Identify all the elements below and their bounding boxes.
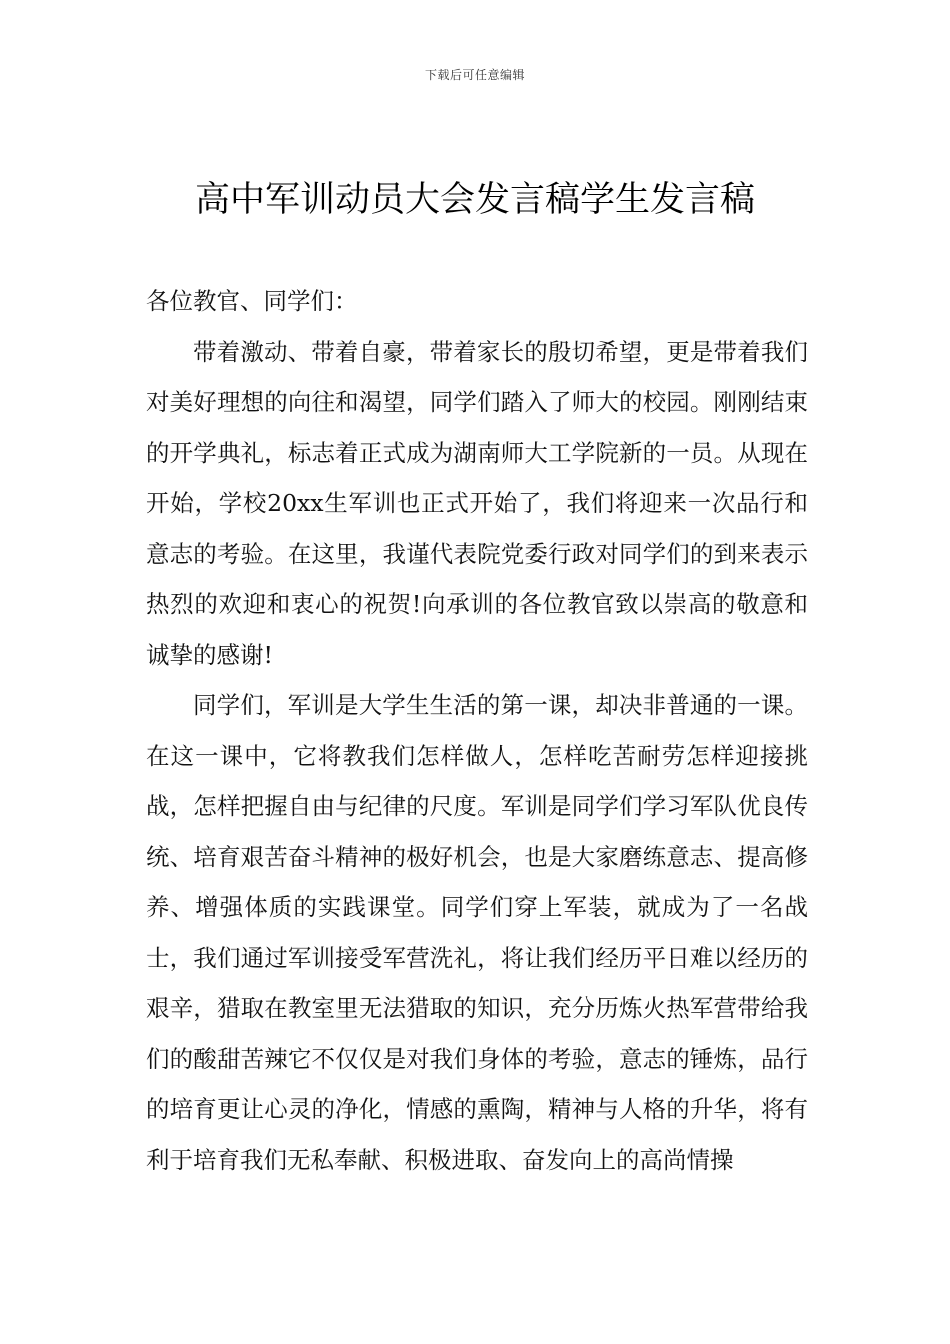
paragraph-1: 带着激动、带着自豪，带着家长的殷切希望，更是带着我们对美好理想的向往和渴望，同学们踏入了师大的校园。刚刚结束的开学典礼，标志着正式成为湖南师大工学院新的一员。从现在开始，学校20xx生军训也正式开始了，我们将迎来一次品行和意志的考验。在这里，我谨代表院党委行政对同学们的到来表示热烈的欢迎和衷心的祝贺!向承训的各位教官致以崇高的敬意和诚挚的感谢! [146,337,808,669]
paragraph-2: 同学们，军训是大学生生活的第一课，却决非普通的一课。在这一课中，它将教我们怎样做人，怎样吃苦耐劳怎样迎接挑战，怎样把握自由与纪律的尺度。军训是同学们学习军队优良传统、培育艰苦奋斗精神的极好机会，也是大家磨练意志、提高修养、增强体质的实践课堂。同学们穿上军装，就成为了一名战士，我们通过军训接受军营洗礼，将让我们经历平日难以经历的艰辛，猎取在教室里无法猎取的知识，充分历炼火热军营带给我们的酸甜苦辣它不仅仅是对我们身体的考验，意志的锤炼，品行的培育更让心灵的净化，情感的熏陶，精神与人格的升华，将有利于培育我们无私奉献、积极进取、奋发向上的高尚情操 [146,691,808,1174]
salutation: 各位教官、同学们： [146,287,358,315]
document-body [146,276,808,1185]
header-note: 下载后可任意编辑 [424,68,525,82]
document-title: 高中军训动员大会发言稿学生发言稿 [194,180,755,220]
